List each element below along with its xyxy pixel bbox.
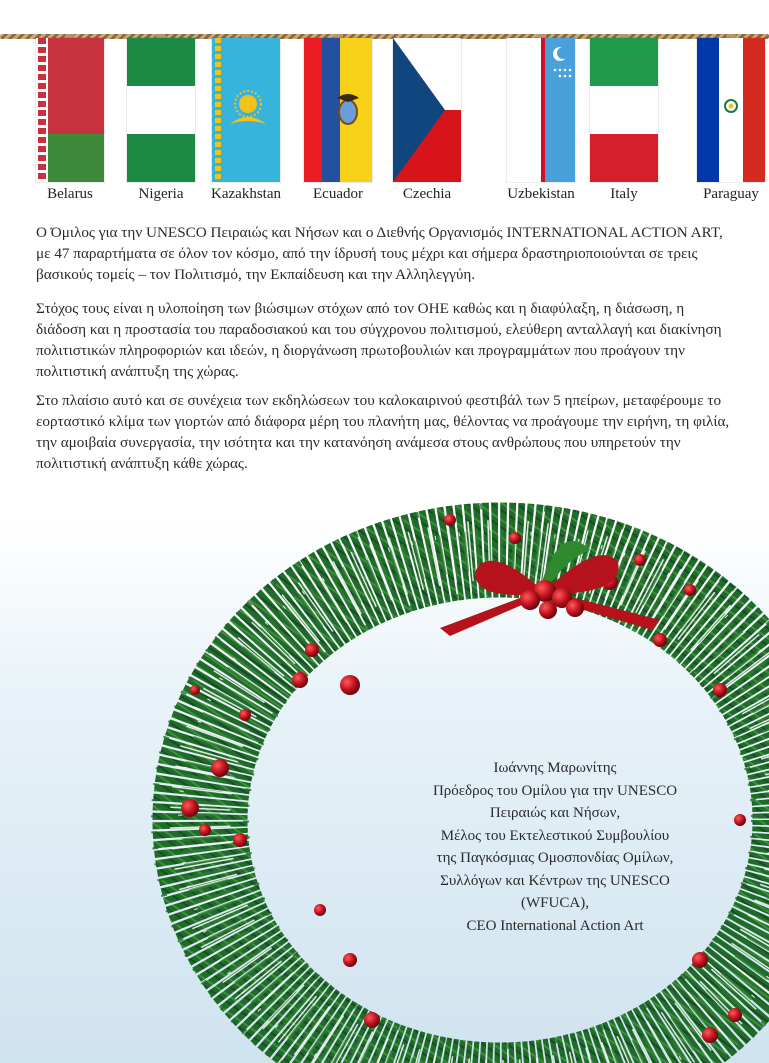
flag-label: Nigeria xyxy=(138,186,184,202)
flag-ecuador xyxy=(304,38,372,202)
ecuador-flag-image xyxy=(304,38,372,182)
italy-flag-image xyxy=(590,38,658,182)
flag-label: Uzbekistan xyxy=(507,186,575,202)
coat-of-arms-icon xyxy=(304,38,372,182)
flag-label: Ecuador xyxy=(313,186,363,202)
intro-paragraph: Ο Όμιλος για την UNESCO Πειραιώς και Νήσων και ο Διεθνής Οργανισμός INTERNATIONAL ACTION ART, με 47 παραρτήματα σε όλον τον κόσμο, από την ίδρυσή τους μέχρι και σήμερα δραστηριοποιούνται σε τρεις βασικούς τομείς – τον Πολιτισμό, την Εκπαίδευση και την Αλληλεγγύη. xyxy=(36,224,723,283)
flag-label: Czechia xyxy=(402,186,452,202)
flag-label: Kazakhstan xyxy=(211,186,281,202)
flag-label: Paraguay xyxy=(703,186,759,202)
flag-belarus xyxy=(36,38,104,202)
flag-kazakhstan xyxy=(211,38,281,202)
signature-title-line: Πρόεδρος του Ομίλου για την UNESCO xyxy=(432,782,678,799)
flag-uzbekistan xyxy=(507,38,575,202)
czechia-flag-image xyxy=(393,38,461,182)
signature-name: Ιωάννης Μαρωνίτης xyxy=(493,760,617,776)
flag-czechia xyxy=(393,38,461,202)
flag-italy xyxy=(590,38,658,202)
goals-paragraph: Στόχος τους είναι η υλοποίηση των βιώσιμων στόχων από τον ΟΗΕ καθώς και η διαφύλαξη, η διάσωση, η διάδοση και η προστασία του παραδοσιακού και του σύγχρονου πολιτισμού, ελεύθερη ανταλλαγή και διακίνηση πολιτιστικών πληροφοριών και ιδεών, η διοργάνωση πρωτοβουλιών και προγραμμάτων που προάγουν την πολιτιστική ανάπτυξη της χώρας. xyxy=(36,300,722,380)
nigeria-flag-image xyxy=(127,38,195,182)
signature-title-line: Συλλόγων και Κέντρων της UNESCO xyxy=(440,872,670,889)
kazakhstan-flag-image xyxy=(212,38,280,182)
signature-title-line: Πειραιώς και Νήσων, xyxy=(489,805,621,821)
signature-block xyxy=(360,757,750,937)
flag-label: Italy xyxy=(610,186,638,202)
czechia-stripes xyxy=(393,38,461,182)
signature-title-line: CEO International Action Art xyxy=(466,917,644,934)
crescent-stars-icon xyxy=(507,38,575,182)
sun-eagle-icon xyxy=(212,38,280,182)
belarus-flag-image xyxy=(36,38,104,182)
signature-title-line: (WFUCA), xyxy=(521,895,589,911)
signature-title-line: της Παγκόσμιας Ομοσπονδίας Ομίλων, xyxy=(436,850,674,866)
festival-paragraph: Στο πλαίσιο αυτό και σε συνέχεια των εκδηλώσεων του καλοκαιρινού φεστιβάλ των 5 ηπείρων, μεταφέρουμε το εορταστικό κλίμα των γιορτών από διάφορα μέρη του πλανήτη μας, θέλοντας να προάγουμε την ειρήνη, τη φιλία, την αμοιβαία συνεργασία, την ισότητα και την κατανόηση ανάμεσα στους ανθρώπους που υπηρετούν την πολιτιστική ανάπτυξη κάθε χώρας. xyxy=(36,392,730,472)
signature-title-line: Μέλος του Εκτελεστικού Συμβουλίου xyxy=(440,827,670,844)
uzbekistan-flag-image xyxy=(507,38,575,182)
flag-label: Belarus xyxy=(47,186,93,202)
flag-paraguay xyxy=(697,38,765,202)
emblem-icon xyxy=(697,38,765,182)
flag-nigeria xyxy=(127,38,195,202)
paraguay-flag-image xyxy=(697,38,765,182)
